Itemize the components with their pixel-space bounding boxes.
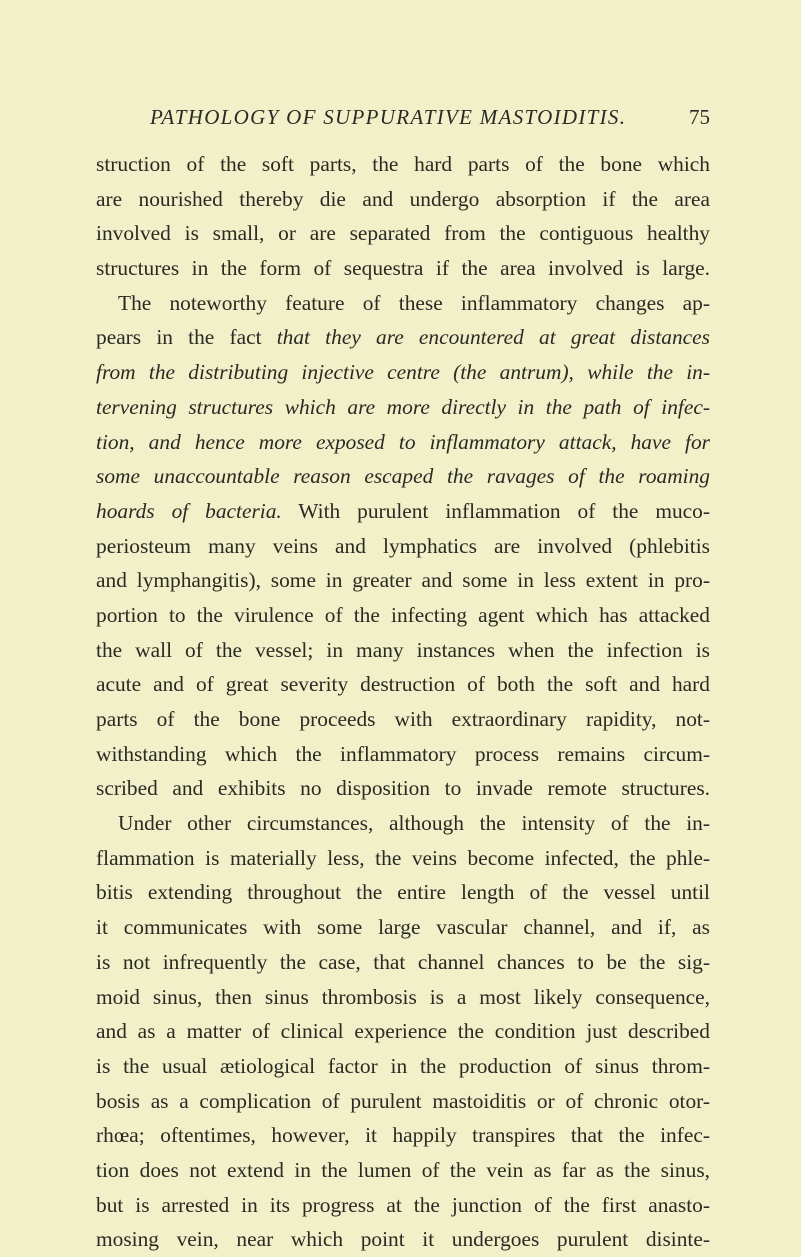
text-line: acute and of great severity destruction of both the soft and hard [96, 672, 710, 697]
text-line: and lymphangitis), some in greater and some in less extent in pro- [96, 568, 710, 593]
italic-span: ), while the in- [561, 360, 710, 385]
text-line: tion does not extend in the lumen of the vein as far as the sinus, [96, 1157, 710, 1182]
italic-span: from the distributing injective centre ( [96, 360, 461, 385]
page-header [150, 105, 710, 135]
text-line: tion, and hence more exposed to inflammatory attack, have for [96, 429, 710, 454]
italic-span: the antrum [460, 360, 562, 385]
page-number: 75 [689, 105, 710, 129]
text-span: With purulent inflammation of the muco- [281, 498, 710, 523]
text-line: tervening structures which are more directly in the path of infec- [96, 394, 710, 419]
text-line: rhœa; oftentimes, however, it happily transpires that the infec- [96, 1123, 710, 1148]
text-line: moid sinus, then sinus thrombosis is a most likely consequence, [96, 984, 710, 1009]
text-line: but is arrested in its progress at the junction of the first anasto- [96, 1192, 710, 1217]
text-line: is the usual ætiological factor in the production of sinus throm- [96, 1053, 710, 1078]
text-line: portion to the virulence of the infecting agent which has attacked [96, 602, 710, 627]
text-span: pears in the fact [96, 325, 277, 350]
text-line: involved is small, or are separated from the contiguous healthy [96, 221, 710, 246]
text-line: bosis as a complication of purulent mastoiditis or of chronic otor- [96, 1088, 710, 1113]
text-line: scribed and exhibits no disposition to invade remote structures. [96, 776, 710, 801]
text-line: some unaccountable reason escaped the ravages of the roaming [96, 464, 710, 489]
body-text [96, 147, 710, 1257]
italic-span: hoards of bacteria. [96, 498, 282, 523]
text-line: and as a matter of clinical experience the condition just described [96, 1019, 710, 1044]
text-line [96, 355, 710, 390]
text-line: bitis extending throughout the entire length of the vessel until [96, 880, 710, 905]
text-line: flammation is materially less, the veins become infected, the phle- [96, 845, 710, 870]
text-line: are nourished thereby die and undergo absorption if the area [96, 186, 710, 211]
text-line: it communicates with some large vascular channel, and if, as [96, 915, 710, 940]
text-line: structures in the form of sequestra if the area involved is large. [96, 256, 710, 281]
text-line: periosteum many veins and lymphatics are involved (phlebitis [96, 533, 710, 558]
text-line [96, 320, 710, 355]
running-title: PATHOLOGY OF SUPPURATIVE MASTOIDITIS. [150, 105, 627, 129]
text-line: withstanding which the inflammatory process remains circum- [96, 741, 710, 766]
text-line: struction of the soft parts, the hard parts of the bone which [96, 152, 710, 176]
italic-span: that they are encountered at great distances [276, 325, 710, 350]
text-line: parts of the bone proceeds with extraordinary rapidity, not- [96, 707, 710, 731]
text-line: Under other circumstances, although the intensity of the in- [118, 811, 710, 836]
text-line: the wall of the vessel; in many instances when the infection is [96, 637, 710, 662]
text-line: The noteworthy feature of these inflammatory changes ap- [118, 290, 710, 315]
text-line: mosing vein, near which point it undergoes purulent disinte- [96, 1227, 710, 1252]
text-line: is not infrequently the case, that channel chances to be the sig- [96, 949, 710, 974]
text-line [96, 494, 710, 529]
